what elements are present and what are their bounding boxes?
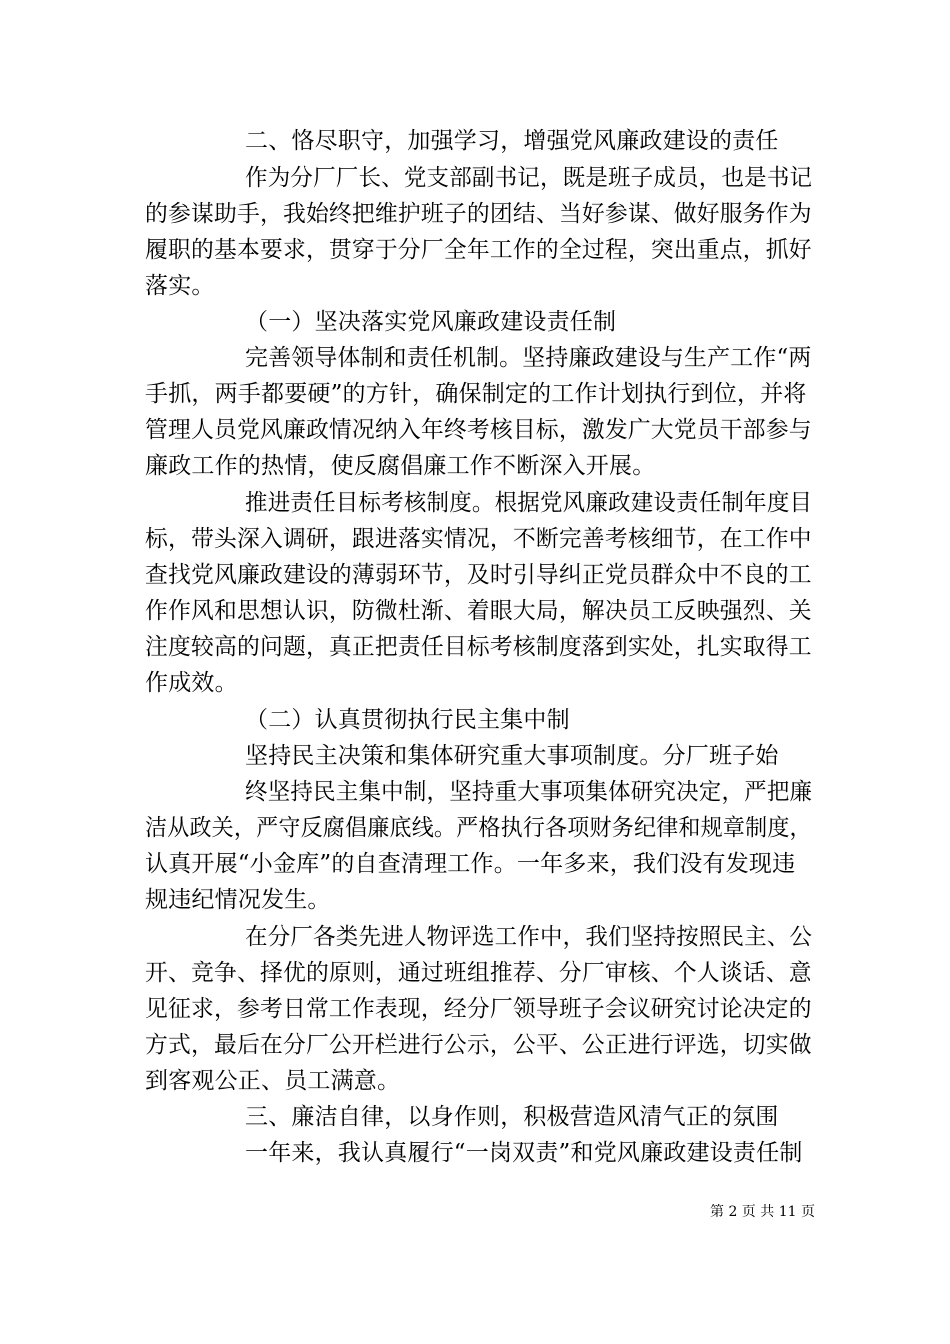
paragraph-line: 履职的基本要求，贯穿于分厂全年工作的全过程，突出重点，抓好 [145,237,812,263]
paragraph-line: 认真开展“小金库”的自查清理工作。一年多来，我们没有发现违 [145,851,796,877]
paragraph-line: 落实。 [145,273,215,299]
section-heading-2: 二、恪尽职守，加强学习，增强党风廉政建设的责任 [245,128,779,154]
paragraph-line: 作为分厂厂长、党支部副书记，既是班子成员，也是书记 [245,165,813,191]
paragraph-line: 管理人员党风廉政情况纳入年终考核目标，激发广大党员干部参与 [145,417,812,443]
paragraph-line: 作作风和思想认识，防微杜渐、着眼大局，解决员工反映强烈、关 [145,598,812,624]
paragraph-line: 到客观公正、员工满意。 [145,1068,401,1094]
paragraph-line: 坚持民主决策和集体研究重大事项制度。分厂班子始 [245,743,779,769]
paragraph-line: 规违纪情况发生。 [145,887,331,913]
paragraph-line: 推进责任目标考核制度。根据党风廉政建设责任制年度目 [245,490,813,516]
paragraph-line: 一年来，我认真履行“一岗双责”和党风廉政建设责任制 [245,1140,803,1166]
subsection-heading-2: （二）认真贯彻执行民主集中制 [245,707,570,733]
paragraph-line: 完善领导体制和责任机制。坚持廉政建设与生产工作“两 [245,345,812,371]
paragraph-line: 廉政工作的热情，使反腐倡廉工作不断深入开展。 [145,453,656,479]
paragraph-line: 方式，最后在分厂公开栏进行公示，公平、公正进行评选，切实做 [145,1032,812,1058]
page-number-footer: 第 2 页 共 11 页 [710,1204,815,1220]
paragraph-line: 洁从政关，严守反腐倡廉底线。严格执行各项财务纪律和规章制度， [145,815,812,841]
paragraph-line: 开、竞争、择优的原则，通过班组推荐、分厂审核、个人谈话、意 [145,960,812,986]
paragraph-line: 查找党风廉政建设的薄弱环节，及时引导纠正党员群众中不良的工 [145,562,812,588]
paragraph-line: 标，带头深入调研，跟进落实情况，不断完善考核细节，在工作中 [145,526,812,552]
section-heading-3: 三、廉洁自律，以身作则，积极营造风清气正的氛围 [245,1104,779,1130]
paragraph-line: 的参谋助手，我始终把维护班子的团结、当好参谋、做好服务作为 [145,201,812,227]
paragraph-line: 手抓，两手都要硬”的方针，确保制定的工作计划执行到位，并将 [145,381,807,407]
subsection-heading-1: （一）坚决落实党风廉政建设责任制 [245,309,617,335]
paragraph-line: 注度较高的问题，真正把责任目标考核制度落到实处，扎实取得工 [145,634,812,660]
paragraph-line: 见征求，参考日常工作表现，经分厂领导班子会议研究讨论决定的 [145,996,812,1022]
paragraph-line: 在分厂各类先进人物评选工作中，我们坚持按照民主、公 [245,924,813,950]
paragraph-line: 终坚持民主集中制，坚持重大事项集体研究决定，严把廉 [245,779,813,805]
paragraph-line: 作成效。 [145,670,238,696]
